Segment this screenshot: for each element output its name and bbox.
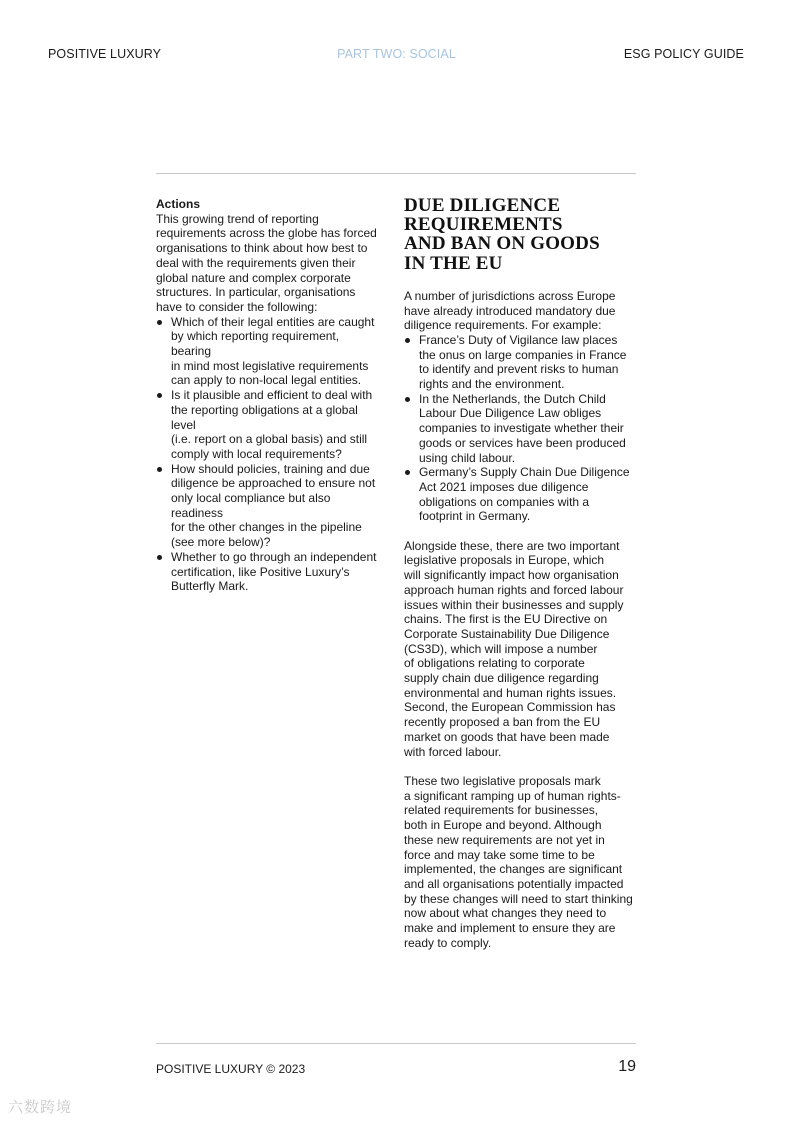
list-item: Whether to go through an independent certification, like Positive Luxury’s Butterfly Mark. <box>156 550 382 594</box>
header-brand: POSITIVE LUXURY <box>48 47 162 61</box>
page-number: 19 <box>618 1058 636 1075</box>
actions-heading: Actions <box>156 197 201 211</box>
list-item: How should policies, training and due diligence be approached to ensure not only local compliance but also readiness for the other changes in the pipeline (see more below)? <box>156 462 382 550</box>
actions-intro: This growing trend of reporting requirements across the globe has forced organisations to think about how best to deal with the requirements given their global nature and complex corporate structures. In particular, organisations have to consider the following: <box>156 211 377 314</box>
header-document-title: ESG POLICY GUIDE <box>623 47 744 61</box>
list-item: In the Netherlands, the Dutch Child Labour Due Diligence Law obliges companies to investigate whether their goods or services have been produced using child labour. <box>404 392 636 466</box>
footer-copyright: POSITIVE LUXURY © 2023 <box>156 1062 306 1076</box>
actions-list <box>156 315 382 594</box>
legislative-proposals-paragraph: Alongside these, there are two important legislative proposals in Europe, which will significantly impact how organisation approach human rights and forced labour issues within their businesses and supply chains. The first is the EU Directive on Corporate Sustainability Due Diligence (CS3D), which will impose a number of obligations relating to corporate supply chain due diligence regarding environmental and human rights issues. Second, the European Commission has recently proposed a ban from the EU market on goods that have been made with forced labour. <box>404 538 624 759</box>
jurisdictions-list <box>404 333 636 524</box>
right-column <box>404 196 636 950</box>
list-item: Germany’s Supply Chain Due Diligence Act 2021 imposes due diligence obligations on companies with a footprint in Germany. <box>404 465 636 524</box>
bottom-divider <box>156 1043 636 1044</box>
watermark-logo: 六数跨境 <box>8 1099 73 1116</box>
list-item: Which of their legal entities are caught by which reporting requirement, bearing in mind most legislative requirements can apply to non-local legal entities. <box>156 315 382 389</box>
conclusion-paragraph: These two legislative proposals mark a significant ramping up of human rights- related requirements for businesses, both in Europe and beyond. Although these new requirements are not yet in force and may take some time to be implemented, the changes are significant and all organisations potentially impacted by these changes will need to start thinking now about what changes they need to make and implement to ensure they are ready to comply. <box>404 773 633 950</box>
section-title: DUE DILIGENCE REQUIREMENTS AND BAN ON GOODS IN THE EU <box>404 195 600 274</box>
top-divider <box>156 173 636 174</box>
list-item: Is it plausible and efficient to deal with the reporting obligations at a global level (i.e. report on a global basis) and still comply with local requirements? <box>156 388 382 462</box>
header-section-title: PART TWO: SOCIAL <box>337 47 456 61</box>
list-item: France’s Duty of Vigilance law places the onus on large companies in France to identify and prevent risks to human rights and the environment. <box>404 333 636 392</box>
left-column <box>156 197 382 594</box>
section-intro: A number of jurisdictions across Europe have already introduced mandatory due diligence requirements. For example: <box>404 288 616 333</box>
